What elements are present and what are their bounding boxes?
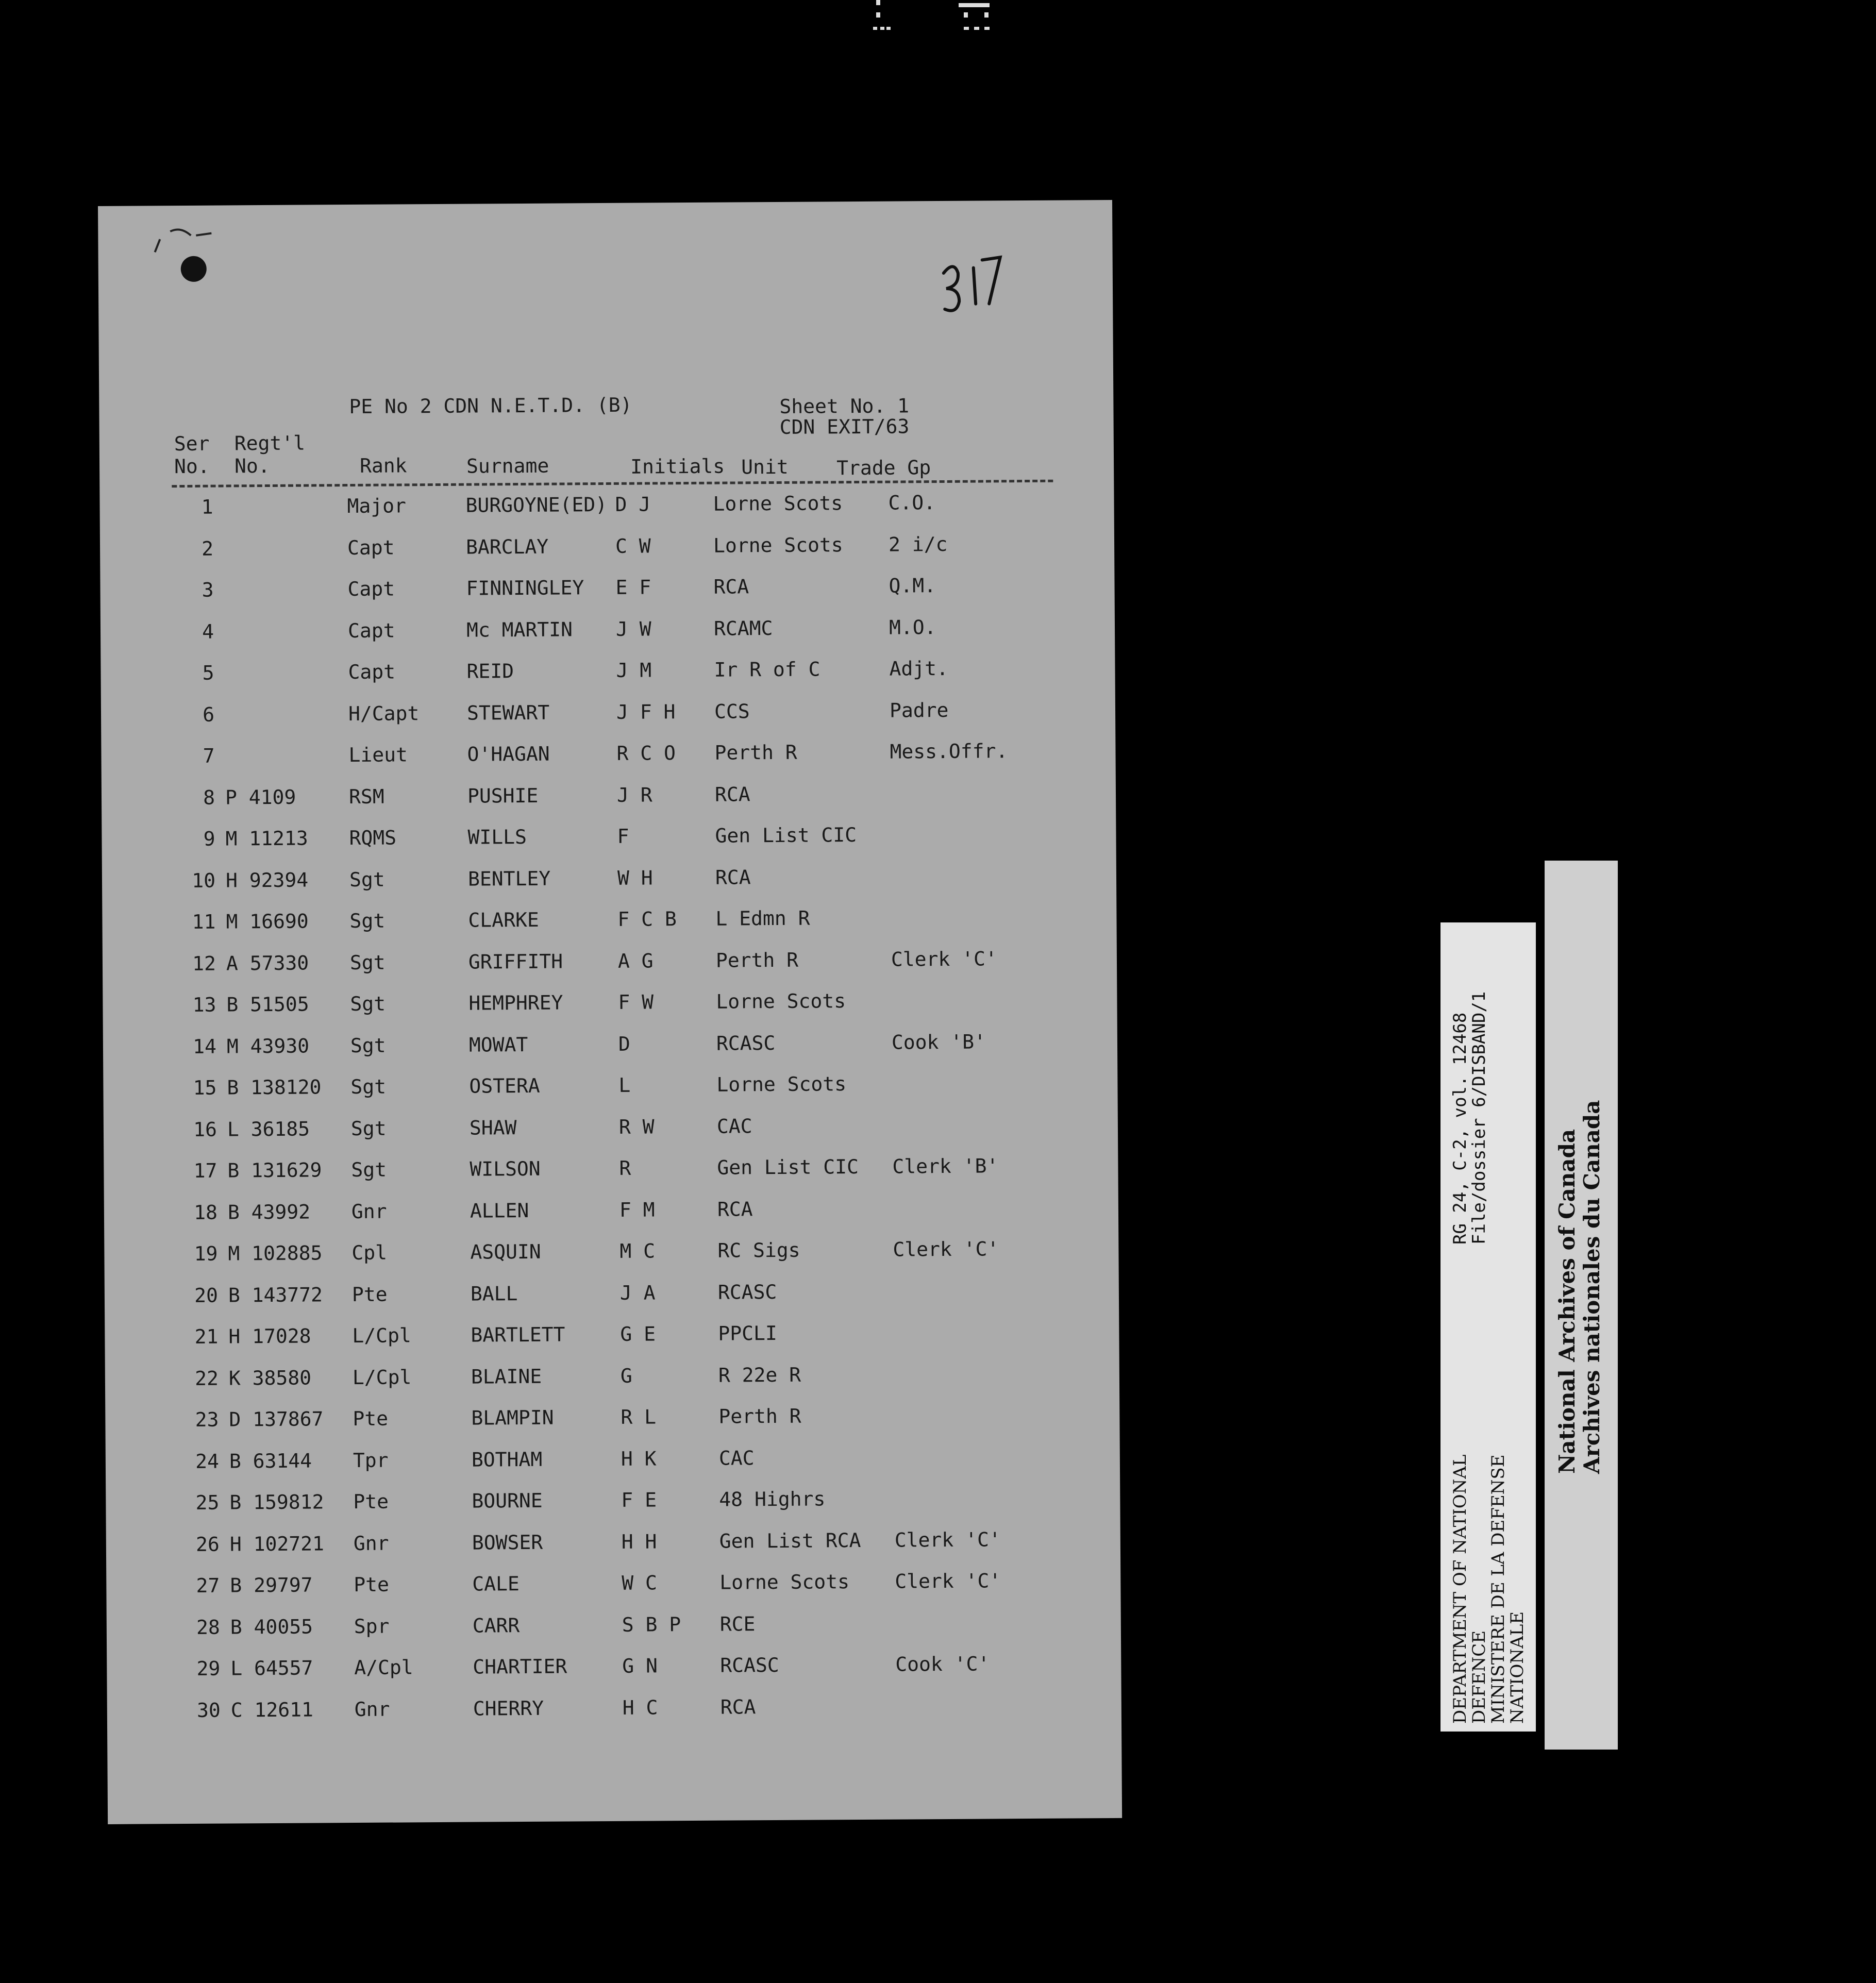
initials: F M [619, 1198, 655, 1221]
regt-no: B 51505 [226, 993, 309, 1016]
ser-no: 24 [195, 1450, 220, 1473]
unit: RCA [717, 1197, 753, 1221]
unit: Ir R of C [714, 658, 820, 681]
ser-no: 1 [201, 495, 213, 518]
rank: Gnr [351, 1200, 387, 1223]
initials: H K [621, 1447, 657, 1470]
surname: BOWSER [472, 1531, 543, 1554]
rank: Major [347, 494, 407, 518]
initials: G N [622, 1654, 658, 1677]
surname: PUSHIE [467, 784, 539, 808]
surname: GRIFFITH [468, 950, 563, 973]
regt-no: K 38580 [228, 1366, 312, 1389]
unit: RCASC [716, 1031, 776, 1055]
surname: FINNINGLEY [466, 576, 584, 600]
trade-gp: Adjt. [889, 657, 949, 680]
rank: L/Cpl [352, 1324, 411, 1348]
rank: Lieut [348, 743, 408, 767]
ser-no: 12 [192, 952, 216, 975]
rank: Sgt [349, 909, 386, 933]
initials: D [618, 1032, 630, 1055]
ser-no: 10 [192, 869, 216, 892]
initials: F C B [617, 908, 677, 931]
rank: H/Capt [348, 701, 420, 725]
regt-no: B 40055 [230, 1615, 313, 1638]
surname: BOURNE [472, 1489, 543, 1513]
surname: STEWART [466, 701, 550, 725]
surname: BOTHAM [471, 1448, 543, 1471]
surname: BURGOYNE(ED) [465, 493, 608, 517]
document-title: PE No 2 CDN N.E.T.D. (B) [349, 393, 632, 418]
initials: W C [622, 1571, 658, 1594]
surname: SHAW [469, 1116, 517, 1139]
initials: A G [617, 949, 654, 972]
regt-no: M 43930 [226, 1034, 310, 1058]
rank: Sgt [350, 1117, 387, 1140]
initials: R C O [616, 742, 676, 765]
rank: Capt [347, 577, 395, 601]
table-row [100, 522, 1114, 570]
initials: D J [615, 493, 651, 516]
ser-no: 19 [194, 1242, 218, 1265]
surname: CARR [472, 1614, 520, 1637]
regt-no: P 4109 [225, 785, 296, 809]
regt-no: A 57330 [226, 951, 309, 975]
ser-no: 22 [194, 1367, 219, 1390]
trade-gp: Padre [889, 698, 949, 722]
rank: Capt [347, 618, 395, 642]
sheet-number: Sheet No. 1 [779, 394, 910, 418]
table-row [103, 1020, 1117, 1068]
rank: Cpl [351, 1241, 388, 1265]
film-edge-marks [866, 0, 1010, 41]
trade-gp: C.O. [888, 491, 936, 514]
trade-gp: Clerk 'C' [895, 1569, 1001, 1593]
regt-no: B 143772 [228, 1283, 323, 1306]
unit: Perth R [715, 948, 799, 972]
surname: WILSON [470, 1157, 541, 1181]
rank: A/Cpl [354, 1656, 413, 1679]
trade-gp: Q.M. [889, 574, 936, 597]
ser-no: 8 [203, 786, 215, 809]
unit: R 22e R [718, 1363, 801, 1387]
initials: F W [618, 990, 654, 1014]
initials: C W [615, 534, 651, 558]
ser-no: 11 [192, 910, 216, 933]
surname: CLARKE [468, 908, 539, 932]
trade-gp: Cook 'B' [891, 1030, 986, 1054]
table-row [102, 813, 1116, 861]
surname: Mc MARTIN [466, 617, 573, 642]
national-archives-label [1545, 861, 1618, 1750]
table-row [102, 771, 1116, 819]
rank: Sgt [350, 992, 386, 1016]
surname: MOWAT [468, 1033, 528, 1056]
regt-no: B 159812 [229, 1490, 324, 1514]
table-row [103, 937, 1117, 985]
initials: J M [616, 659, 652, 682]
rank: Sgt [351, 1158, 387, 1182]
unit: CAC [718, 1446, 755, 1470]
unit: RC Sigs [717, 1238, 800, 1262]
unit: Lorne Scots [719, 1570, 850, 1594]
regt-no: L 36185 [227, 1117, 310, 1140]
regt-no: B 43992 [227, 1200, 311, 1223]
ser-no: 2 [202, 537, 214, 560]
ser-no: 28 [196, 1616, 220, 1639]
table-row [105, 1393, 1119, 1441]
surname: CHARTIER [473, 1655, 567, 1678]
initials: J F H [616, 700, 676, 724]
trade-gp: Clerk 'C' [894, 1527, 1001, 1552]
table-row [100, 605, 1115, 653]
table-row [102, 896, 1116, 944]
regt-no: H 17028 [228, 1324, 311, 1348]
regt-no: H 102721 [229, 1532, 325, 1555]
unit: 48 Highrs [719, 1487, 826, 1511]
rank: Sgt [349, 868, 385, 891]
initials: H C [622, 1695, 658, 1719]
column-header-ser: Ser No. [174, 432, 210, 478]
rank: Pte [351, 1283, 388, 1306]
ser-no: 15 [193, 1076, 217, 1099]
table-row [101, 688, 1115, 736]
table-row [99, 481, 1114, 529]
rank: RSM [348, 785, 384, 808]
initials: J W [615, 617, 651, 641]
unit: Lorne Scots [716, 1072, 847, 1096]
ser-no: 14 [193, 1035, 217, 1058]
unit: RCASC [720, 1653, 779, 1677]
trade-gp: Clerk 'C' [893, 1237, 999, 1261]
unit: RCE [719, 1612, 756, 1636]
trade-gp: Clerk 'B' [892, 1154, 999, 1178]
surname: WILLS [467, 825, 527, 849]
unit: CAC [716, 1114, 752, 1138]
initials: F E [621, 1488, 657, 1511]
surname: BLAINE [471, 1365, 542, 1388]
table-row [104, 1145, 1118, 1192]
column-header-regt: Regt'l No. [234, 431, 306, 478]
initials: H H [621, 1530, 657, 1553]
regt-no: H 92394 [225, 868, 309, 892]
rank: Spr [354, 1615, 390, 1638]
ser-no: 6 [203, 703, 215, 726]
regt-no: B 29797 [230, 1573, 313, 1597]
column-header-initials: Initials [630, 455, 725, 478]
column-header-surname: Surname [466, 454, 549, 478]
rank: Capt [347, 535, 395, 559]
initials: F [617, 825, 629, 848]
regt-no: B 131629 [227, 1158, 322, 1182]
regt-no: L 64557 [230, 1656, 313, 1680]
ser-no: 20 [194, 1284, 219, 1307]
unit: PPCLI [718, 1321, 777, 1345]
unit: RCA [713, 575, 749, 598]
unit: Gen List CIC [715, 824, 857, 847]
surname: HEMPHREY [468, 991, 563, 1015]
ser-no: 4 [202, 620, 214, 643]
surname: BALL [470, 1282, 518, 1305]
regt-no: D 137867 [229, 1407, 324, 1431]
table-row [101, 730, 1115, 778]
column-header-rank: Rank [359, 454, 407, 477]
rank: Capt [348, 660, 396, 684]
regt-no: C 12611 [230, 1698, 314, 1721]
initials: G [620, 1364, 632, 1387]
unit: RCASC [717, 1280, 777, 1304]
rank: Sgt [350, 1075, 387, 1099]
trade-gp: Mess.Offr. [890, 740, 1008, 763]
document-reference: CDN EXIT/63 [779, 415, 910, 439]
unit: RCAMC [713, 616, 773, 640]
trade-gp: Clerk 'C' [891, 947, 997, 971]
unit: Perth R [718, 1404, 801, 1428]
surname: CALE [472, 1572, 520, 1595]
rank: Pte [353, 1407, 389, 1431]
initials: W H [617, 866, 653, 889]
initials: L [618, 1073, 631, 1097]
surname: BARCLAY [465, 535, 549, 559]
unit: RCA [714, 782, 750, 806]
trade-gp: 2 i/c [888, 532, 948, 556]
table-row [105, 1269, 1119, 1317]
trade-gp: Cook 'C' [895, 1652, 990, 1676]
initials: R [619, 1156, 631, 1180]
initials: J A [619, 1281, 656, 1304]
initials: R L [621, 1405, 657, 1429]
ser-no: 3 [202, 578, 214, 601]
table-row [103, 1062, 1117, 1110]
regt-no: M 102885 [228, 1241, 323, 1265]
initials: R W [618, 1115, 655, 1138]
unit: Gen List CIC [717, 1155, 859, 1179]
surname: BLAMPIN [471, 1406, 554, 1430]
initials: S B P [622, 1612, 681, 1636]
unit: L Edmn R [715, 906, 810, 930]
unit: Lorne Scots [713, 533, 843, 557]
archive-reference-text: RG 24, C-2, vol. 12468 File/dossier 6/DISBAND/1 [1450, 991, 1489, 1245]
table-row [100, 647, 1115, 695]
column-header-trade: Trade Gp [836, 456, 931, 480]
table-row [106, 1559, 1120, 1607]
table-row [104, 1103, 1118, 1151]
rank: RQMS [349, 826, 397, 850]
rank: Sgt [349, 951, 386, 974]
archive-reference-label [1440, 922, 1536, 1732]
surname: REID [466, 660, 514, 683]
handwritten-folio-317 [933, 237, 1011, 320]
ser-no: 18 [194, 1201, 218, 1224]
ser-no: 30 [196, 1699, 221, 1722]
ser-no: 13 [192, 993, 216, 1016]
surname: O'HAGAN [467, 742, 550, 766]
table-row [106, 1476, 1120, 1524]
ser-no: 17 [193, 1159, 217, 1182]
regt-no: M 16690 [226, 910, 309, 933]
table-row [106, 1518, 1120, 1566]
regt-no: B 138120 [227, 1075, 322, 1099]
table-row [105, 1310, 1119, 1358]
initials: M C [619, 1239, 656, 1263]
ser-no: 26 [195, 1533, 220, 1556]
rank: Pte [354, 1573, 390, 1597]
rank: Sgt [350, 1034, 386, 1057]
rank: Pte [353, 1490, 389, 1514]
surname: CHERRY [473, 1696, 544, 1720]
surname: ASQUIN [470, 1240, 541, 1264]
surname: BARTLETT [471, 1323, 565, 1347]
rank: L/Cpl [352, 1365, 412, 1389]
initials: J R [616, 783, 652, 806]
regt-no: B 63144 [229, 1449, 312, 1472]
ser-no: 7 [203, 744, 215, 767]
ser-no: 27 [196, 1574, 220, 1597]
rank: Tpr [353, 1449, 389, 1472]
unit: RCA [715, 865, 751, 889]
surname: BENTLEY [467, 867, 551, 890]
table-row [107, 1642, 1121, 1690]
table-row [107, 1601, 1121, 1649]
unit: Perth R [714, 741, 797, 764]
trade-gp: M.O. [889, 615, 936, 639]
punch-hole-mark [181, 256, 207, 282]
ser-no: 16 [193, 1118, 217, 1141]
ser-no: 21 [194, 1325, 219, 1348]
table-row [100, 564, 1114, 612]
rank: Gnr [354, 1698, 390, 1721]
table-row [103, 979, 1117, 1027]
table-row [105, 1352, 1119, 1400]
national-archives-text: National Archives of Canada Archives nationales du Canada [1554, 1100, 1604, 1474]
unit: Lorne Scots [713, 492, 843, 515]
department-text: DEPARTMENT OF NATIONAL DEFENCE MINISTERE DE LA DEFENSE NATIONALE [1450, 1454, 1528, 1724]
regt-no: M 11213 [225, 827, 308, 850]
ser-no: 9 [203, 827, 215, 850]
ser-no: 25 [195, 1491, 220, 1514]
ser-no: 5 [202, 661, 214, 684]
unit: Lorne Scots [716, 989, 846, 1013]
unit: Gen List RCA [719, 1528, 861, 1553]
column-header-unit: Unit [741, 455, 789, 479]
ser-no: 29 [196, 1657, 221, 1680]
unit: CCS [714, 699, 750, 723]
personnel-rows [99, 481, 1121, 1732]
table-row [106, 1435, 1120, 1483]
ser-no: 23 [195, 1408, 219, 1431]
surname: OSTERA [469, 1074, 540, 1098]
unit: RCA [720, 1695, 756, 1719]
surname: ALLEN [470, 1199, 529, 1222]
rank: Gnr [353, 1532, 389, 1555]
initials: G E [620, 1322, 656, 1346]
table-row [104, 1186, 1118, 1234]
table-row [104, 1228, 1118, 1275]
personnel-list-sheet [98, 200, 1122, 1824]
table-row [102, 854, 1116, 902]
initials: E F [615, 576, 651, 599]
table-row [107, 1684, 1121, 1732]
